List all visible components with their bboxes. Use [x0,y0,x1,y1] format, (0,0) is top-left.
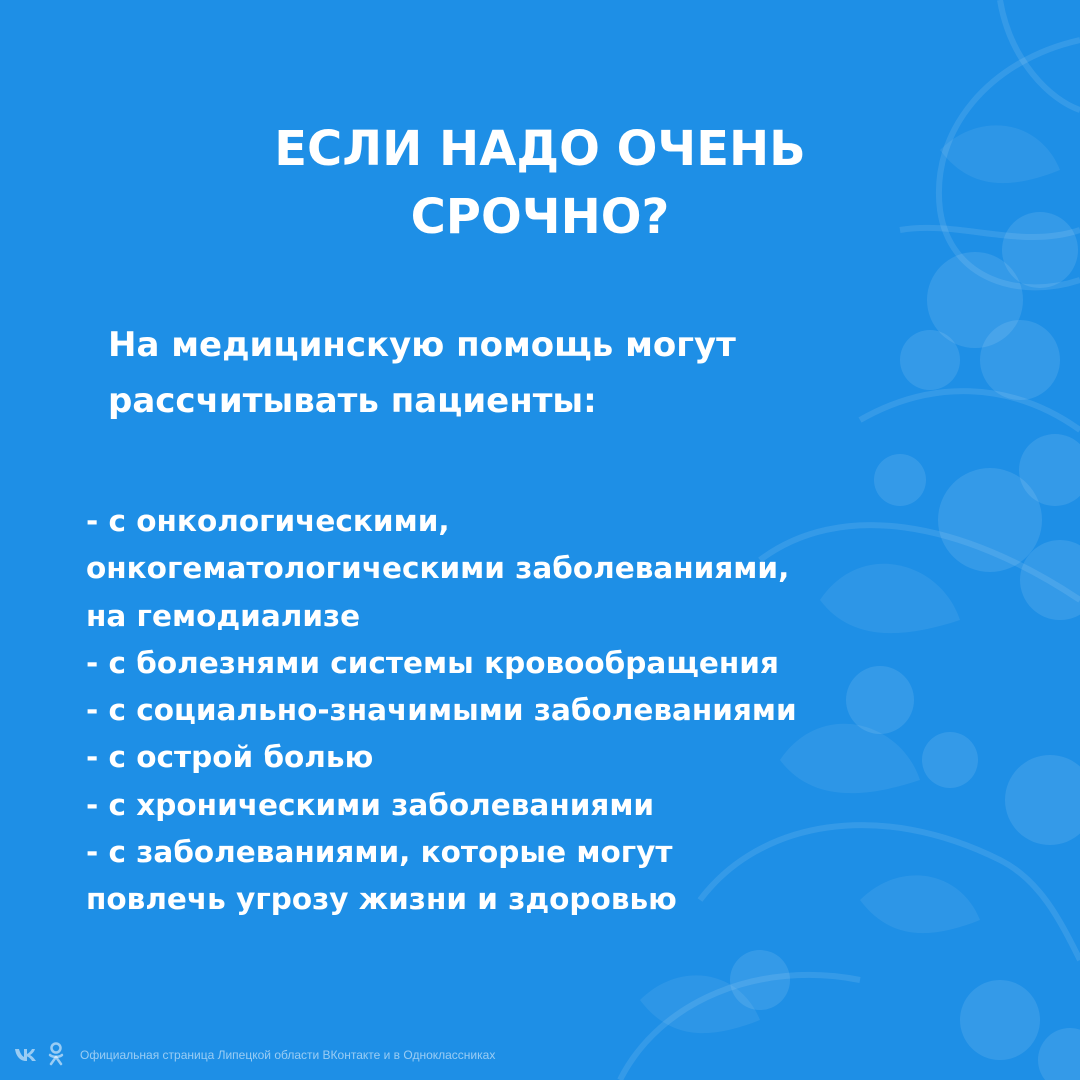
list-item: - с онкологическими, [86,504,450,538]
patient-category-list [86,498,1046,924]
list-item: - с острой болью [86,740,374,775]
list-item: - с хроническими заболеваниями [86,787,655,822]
subtitle-line-1: На медицинскую помощь могут [108,325,736,365]
odnoklassniki-icon [48,1042,64,1068]
title-line-2: СРОЧНО? [410,189,670,245]
list-item: повлечь угрозу жизни и здоровью [86,882,677,917]
list-item: - с социально-значимыми заболеваниями [86,693,797,728]
list-item: онкогематологическими заболеваниями, [86,551,790,586]
subtitle-line-2: рассчитывать пациенты: [108,381,597,421]
list-item: - с заболеваниями, которые могут [86,835,673,870]
vk-icon [14,1047,38,1063]
list-item: на гемодиализе [86,598,361,633]
title-line-1: ЕСЛИ НАДО ОЧЕНЬ [274,121,806,177]
list-item: - с болезнями системы кровообращения [86,645,779,680]
subtitle [108,317,1008,429]
footer [14,1040,495,1070]
page-title [0,115,1080,251]
footer-text: Официальная страница Липецкой области ВКонтакте и в Одноклассниках [80,1048,496,1062]
